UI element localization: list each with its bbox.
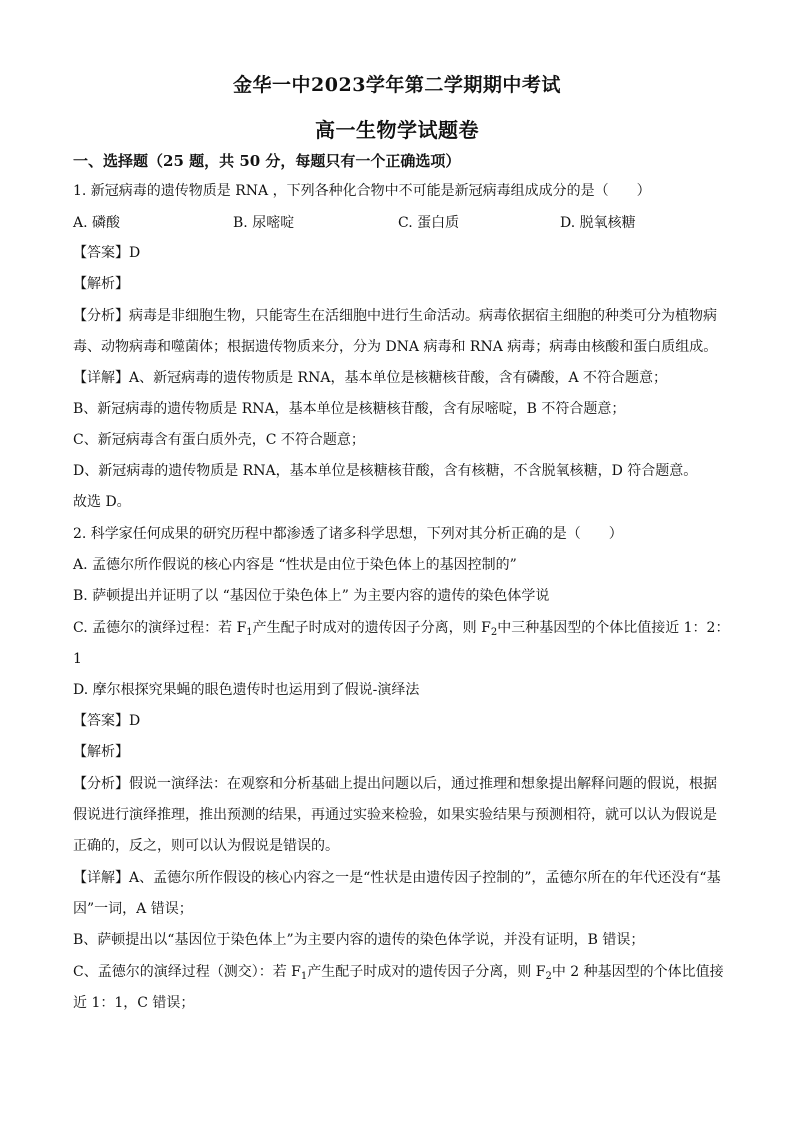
q1-stem: 1. 新冠病毒的遗传物质是 RNA ，下列各种化合物中不可能是新冠病毒组成成分的是（ ） xyxy=(73,183,651,199)
q1-fenxi-line2: 毒、动物病毒和噬菌体；根据遗传物质来分，分为 DNA 病毒和 RNA 病毒；病毒由核酸和蛋白质组成。 xyxy=(73,339,718,355)
q2-option-c-wrap: 1 xyxy=(73,651,82,667)
q2-option-c-pre: C. 孟德尔的演绎过程：若 F xyxy=(73,620,247,636)
q2-detail-a-line1: 【详解】A、孟德尔所作假设的核心内容之一是“性状是由遗传因子控制的”，孟德尔所在的年代还没有“基 xyxy=(73,870,721,886)
q2-detail-c-post: 中 2 种基因型的个体比值接 xyxy=(551,964,724,980)
q1-option-b: B. 尿嘧啶 xyxy=(233,215,295,231)
exam-subtitle: 高一生物学试题卷 xyxy=(315,118,479,142)
q2-option-c-sub2: 2 xyxy=(490,627,498,638)
q2-detail-c-sub1: 1 xyxy=(300,971,308,982)
exam-title: 金华一中2023学年第二学期期中考试 xyxy=(233,74,561,96)
q2-detail-a-line2: 因”一词，A 错误； xyxy=(73,901,193,917)
q1-fenxi-line1: 【分析】病毒是非细胞生物，只能寄生在活细胞中进行生命活动。病毒依据宿主细胞的种类可分为植物病 xyxy=(73,308,717,324)
q2-option-c xyxy=(73,618,730,643)
q2-stem: 2. 科学家任何成果的研究历程中都渗透了诸多科学思想，下列对其分析正确的是（ ） xyxy=(73,526,623,542)
q2-detail-c-mid: 产生配子时成对的遗传因子分离，则 F xyxy=(307,964,546,980)
q2-fenxi-line3: 正确的，反之，则可以认为假说是错误的。 xyxy=(73,838,339,854)
q1-answer: 【答案】D xyxy=(73,245,141,261)
q2-fenxi-line2: 假说进行演绎推理，推出预测的结果，再通过实验来检验，如果实验结果与预测相符，就可以认为假说是 xyxy=(73,807,717,823)
q1-detail-b: B、新冠病毒的遗传物质是 RNA，基本单位是核糖核苷酸，含有尿嘧啶，B 不符合题意； xyxy=(73,401,626,417)
q2-fenxi-line1: 【分析】假说一演绎法：在观察和分析基础上提出问题以后，通过推理和想象提出解释问题的假说，根据 xyxy=(73,776,717,792)
q2-option-c-mid: 产生配子时成对的遗传因子分离，则 F xyxy=(252,620,491,636)
q2-answer: 【答案】D xyxy=(73,713,141,729)
q2-detail-b: B、萨顿提出以“基因位于染色体上”为主要内容的遗传的染色体学说，并没有证明，B 错误； xyxy=(73,932,645,948)
q1-analysis-label: 【解析】 xyxy=(73,276,129,292)
q1-option-d: D. 脱氧核糖 xyxy=(560,215,636,231)
section-heading: 一、选择题（25 题，共 50 分，每题只有一个正确选项） xyxy=(73,152,461,170)
q1-option-c: C. 蛋白质 xyxy=(398,215,460,231)
q2-detail-c-line1 xyxy=(73,962,723,987)
q2-option-c-post: 中三种基因型的个体比值接近 1：2： xyxy=(497,620,730,636)
q1-option-a: A. 磷酸 xyxy=(73,215,121,231)
q2-detail-c-pre: C、孟德尔的演绎过程（测交）：若 F xyxy=(73,964,301,980)
q1-detail-a: 【详解】A、新冠病毒的遗传物质是 RNA，基本单位是核糖核苷酸，含有磷酸，A 不符合题意； xyxy=(73,370,668,386)
q2-option-b: B. 萨顿提出并证明了以 “基因位于染色体上” 为主要内容的遗传的染色体学说 xyxy=(73,588,550,604)
q1-conclusion: 故选 D。 xyxy=(73,494,131,510)
q2-analysis-label: 【解析】 xyxy=(73,744,129,760)
q2-detail-c-line2: 近 1：1，C 错误； xyxy=(73,995,195,1011)
q2-option-d: D. 摩尔根探究果蝇的眼色遗传时也运用到了假说-演绎法 xyxy=(73,682,420,698)
q1-detail-c: C、新冠病毒含有蛋白质外壳，C 不符合题意； xyxy=(73,432,365,448)
q1-detail-d: D、新冠病毒的遗传物质是 RNA，基本单位是核糖核苷酸，含有核糖，不含脱氧核糖，D 符合题意。 xyxy=(73,463,698,479)
q2-option-a: A. 孟德尔所作假说的核心内容是 “性状是由位于染色体上的基因控制的” xyxy=(73,557,517,573)
q2-detail-c-sub2: 2 xyxy=(545,971,552,982)
q2-option-c-sub1: 1 xyxy=(246,627,253,638)
